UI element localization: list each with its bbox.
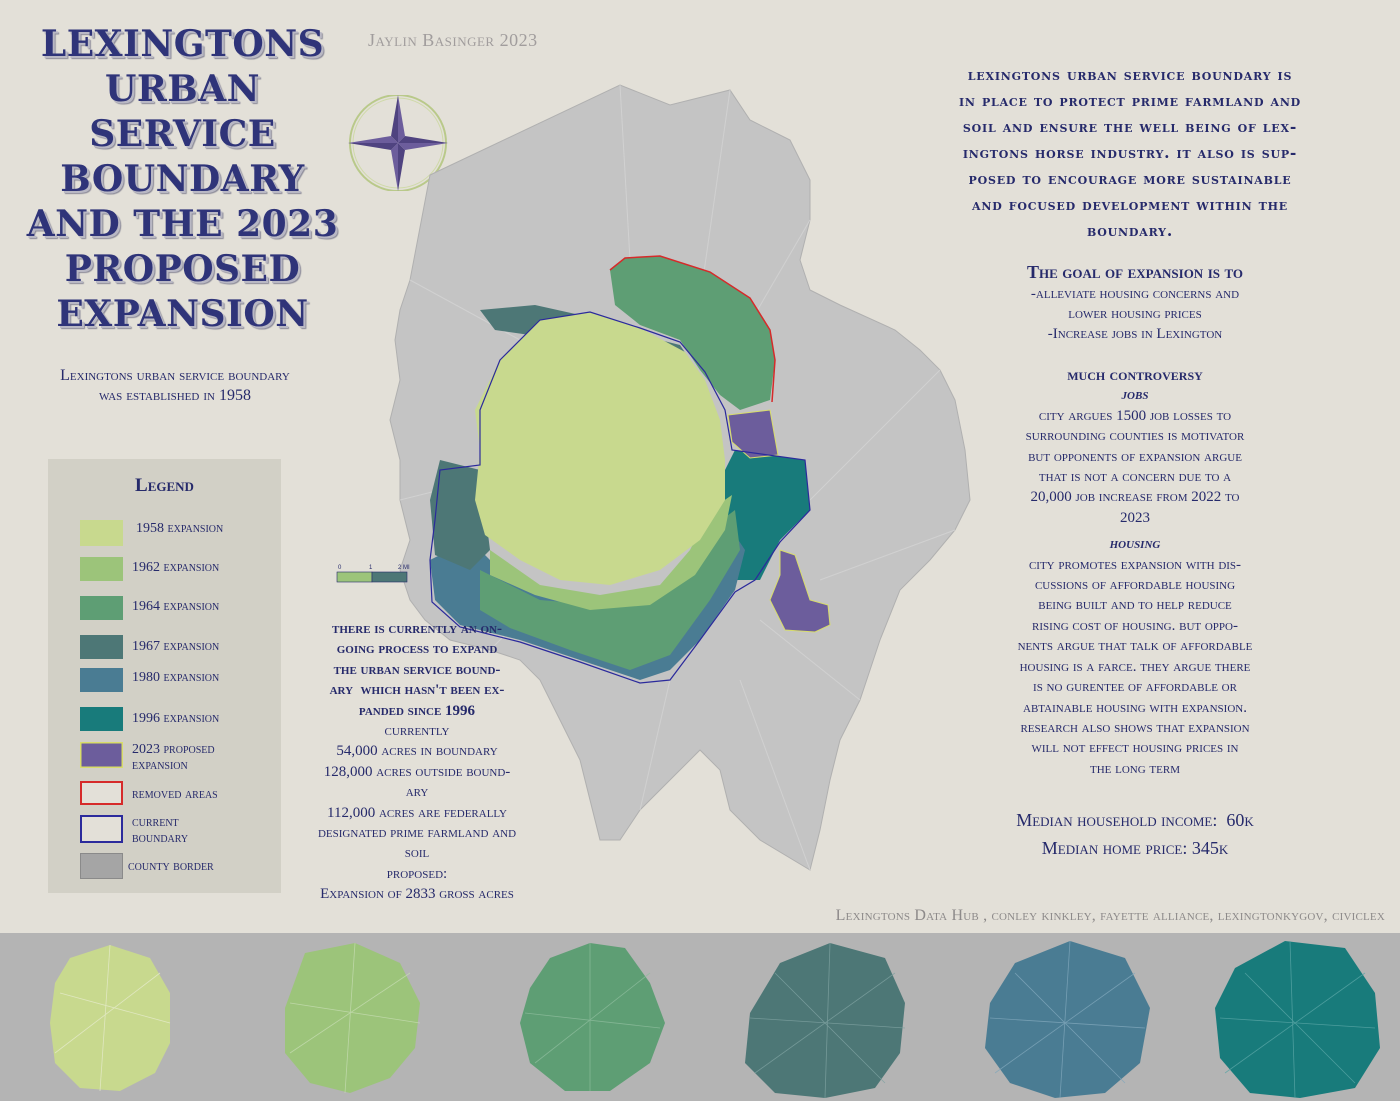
goal-line: -alleviate housing concerns and [1030,286,1240,302]
jobs-heading: jobs [1121,387,1149,404]
mini-map-1996 [1205,933,1385,1101]
title-line: AND THE 2023 [26,203,339,245]
housing-line: research also shows that expansion [1020,719,1250,736]
housing-line: being built and to help reduce [1038,597,1232,614]
scale-bar [335,561,415,587]
legend-swatch-1958 [80,520,123,546]
housing-heading: housing [1109,536,1161,553]
controversy-section [960,365,1310,779]
housing-line: nents argue that talk of affordable [1017,638,1253,655]
legend-label: 1964 expansion [132,599,220,614]
intro-line: in place to protect prime farmland and [958,91,1302,110]
legend-swatch-2023 [80,742,123,768]
legend-label: current boundary [132,815,189,846]
mini-map-1964 [510,933,680,1101]
goal-line: lower housing prices [1068,306,1202,322]
title-line: BOUNDARY [60,158,305,200]
legend-label: 1958 expansion [136,521,224,536]
legend-swatch-1964 [80,596,123,620]
process-line: soil [404,845,430,862]
intro-text [885,62,1375,244]
process-section [272,619,562,905]
legend-label: 2023 proposed expansion [132,742,215,773]
expansion-history-strip [0,933,1400,1101]
mini-map-1980 [975,933,1155,1101]
title-line: URBAN [104,68,261,110]
housing-line: the long term [1090,760,1180,777]
stats-section [960,806,1310,862]
mini-map-1958 [30,933,200,1101]
process-line: 54,000 acres in boundary [336,743,498,760]
legend-panel [48,459,281,893]
intro-line: boundary. [1086,221,1174,240]
legend-swatch-1967 [80,635,123,659]
author-credit: Jaylin Basinger 2023 [368,30,538,50]
established-line: Lexingtons urban service boundary [60,367,290,384]
scale-tick-label: 1 [369,565,373,571]
process-line: ary [405,784,429,801]
title-line: LEXINGTONS [40,23,325,65]
legend-swatch-removed [80,781,123,805]
legend-swatch-1980 [80,668,123,692]
jobs-line: but opponents of expansion argue [1028,448,1242,465]
process-line: proposed: [386,865,448,882]
legend-label: 1962 expansion [132,560,220,575]
title-line: EXPANSION [56,293,309,335]
process-line: designated prime farmland and [317,825,517,842]
housing-line: abtainable housing with expansion. [1023,699,1247,716]
housing-line: rising cost of housing. but oppo- [1032,617,1238,634]
goal-line: -Increase jobs in Lexington [1047,326,1223,342]
housing-line: city promotes expansion with dis- [1028,556,1242,573]
process-line: Expansion of 2833 gross acres [320,886,514,903]
map-title [20,22,345,337]
jobs-line: that is not a concern due to a [1038,469,1232,486]
median-income: Median household income: 60k [1016,810,1254,830]
legend-swatch-1962 [80,557,123,581]
intro-line: posed to encourage more sustainable [968,169,1292,188]
legend-label: 1980 expansion [132,670,220,685]
process-line: 128,000 acres outside bound- [323,763,511,780]
legend-swatch-county [80,853,123,879]
housing-line: housing is a farce. they argue there [1019,658,1251,675]
housing-line: cussions of affordable housing [1034,577,1236,594]
legend-swatch-1996 [80,707,123,731]
controversy-heading: much controversy [1067,365,1203,384]
title-line: SERVICE [89,113,276,155]
jobs-line: 20,000 job increase from 2022 to [1030,489,1240,506]
scale-tick-label: 0 [338,565,342,571]
goal-section [930,260,1340,344]
process-line: currently [384,723,450,740]
jobs-line: 2023 [1120,509,1150,526]
established-note [20,366,330,406]
housing-line: is no gurentee of affordable or [1033,679,1237,696]
intro-line: and focused development within the [972,195,1288,214]
legend-label: county border [128,859,214,874]
legend-swatch-boundary [80,815,123,843]
process-bold-line: ary which hasn't been ex- [329,682,505,699]
established-line: was established in 1958 [99,387,251,404]
process-line: 112,000 acres are federally [327,804,507,821]
intro-line: ingtons horse industry. it also is sup- [962,143,1298,162]
legend-label: removed areas [132,787,218,802]
mini-map-1967 [735,933,915,1101]
legend-label: 1967 expansion [132,639,220,654]
median-home-price: Median home price: 345k [1041,838,1229,858]
process-bold-line: going process to expand [336,641,498,658]
jobs-line: city argues 1500 job losses to [1038,407,1232,424]
housing-line: will not effect housing prices in [1031,740,1239,757]
sources-credit: Lexingtons Data Hub , conley kinkley, fayette alliance, lexingtonkygov, civiclex [835,907,1385,924]
jobs-line: surrounding counties is motivator [1025,428,1245,445]
process-bold-line: panded since 1996 [358,702,476,719]
scale-tick-label: 2 MI [398,565,410,571]
process-bold-line: there is currently an on- [332,621,502,637]
intro-line: lexingtons urban service boundary is [967,65,1293,84]
mini-map-1962 [270,933,440,1101]
process-bold-line: the urban service bound- [333,661,501,678]
title-line: PROPOSED [64,248,301,290]
intro-line: soil and ensure the well being of lex- [962,117,1298,136]
goal-heading: The goal of expansion is to [1026,262,1244,282]
legend-label: 1996 expansion [132,711,220,726]
legend-title: Legend [135,475,194,496]
